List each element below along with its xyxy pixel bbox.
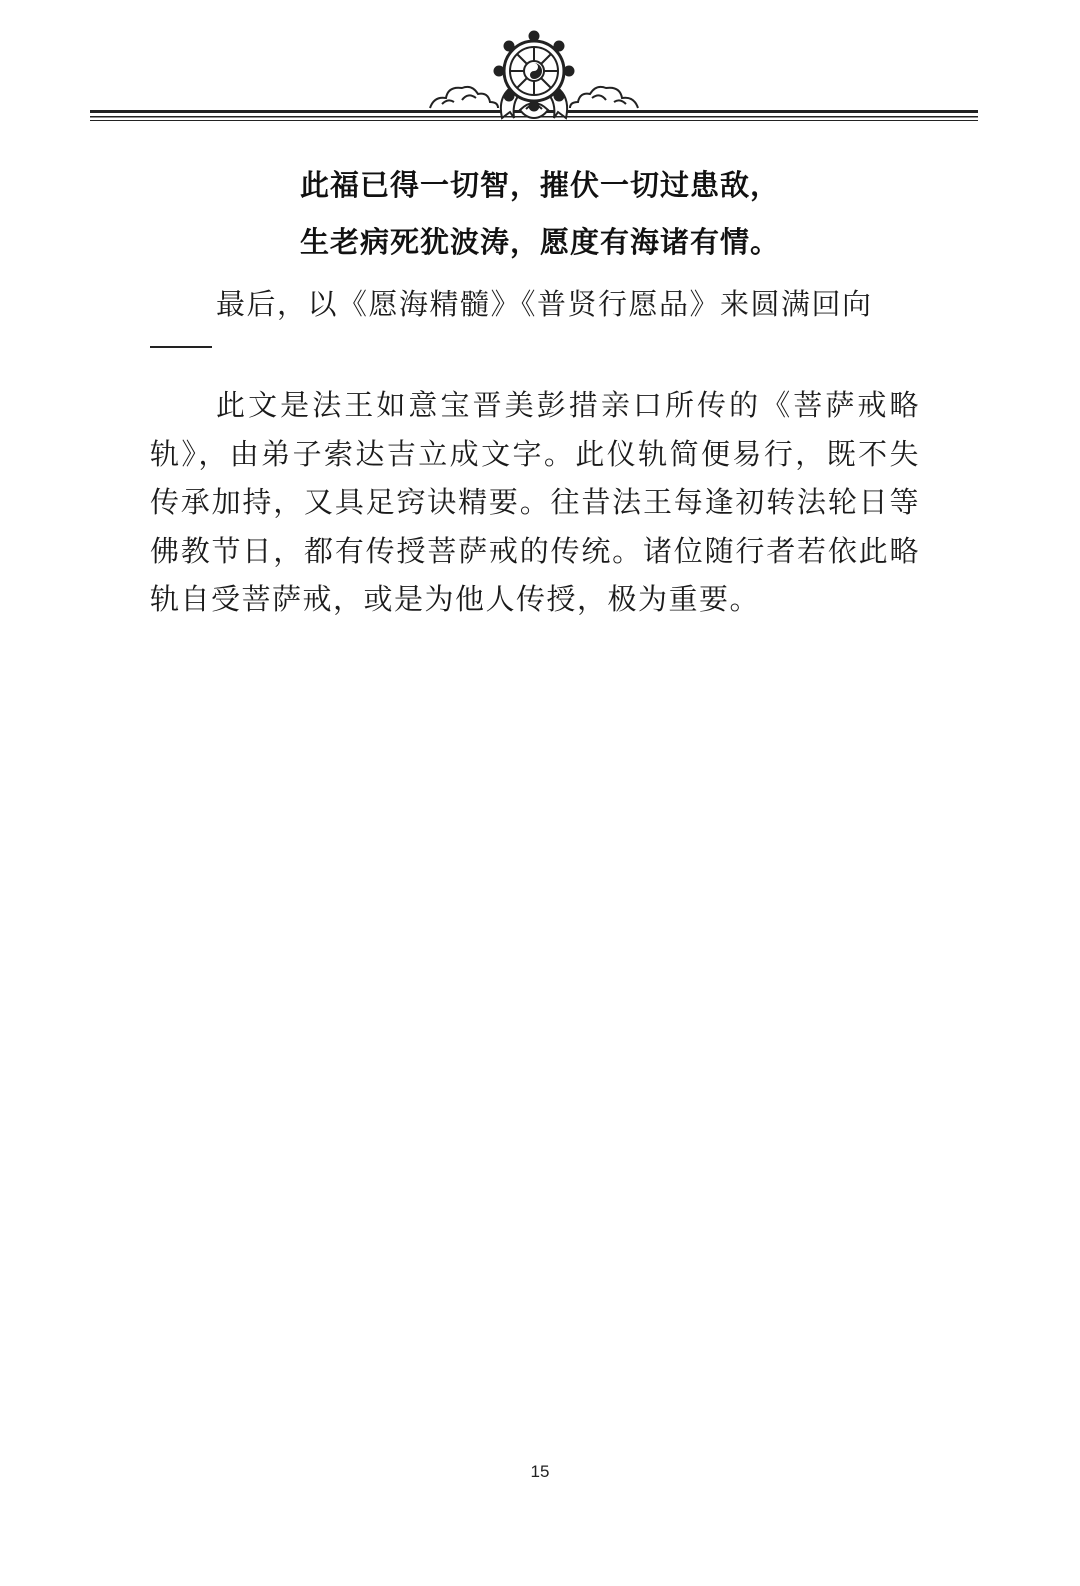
verse-line-2: 生老病死犹波涛，愿度有海诸有情。: [299, 225, 780, 259]
header-ornament: [90, 30, 978, 130]
dedication-paragraph: 最后，以《愿海精髓》《普贤行愿品》来圆满回向: [216, 287, 873, 321]
verse-line-1: 此福已得一切智，摧伏一切过患敌，: [299, 168, 780, 202]
dharma-wheel-icon: [90, 30, 978, 130]
dedication-dash: [150, 346, 212, 348]
colophon-paragraph: 此文是法王如意宝晋美彭措亲口所传的《菩萨戒略轨》，由弟子索达吉立成文字。此仪轨简便易行，既不失传承加持，又具足窍诀精要。往昔法王每逢初转法轮日等佛教节日，都有传授菩萨戒的传统。诸位随行者若依此略轨自受菩萨戒，或是为他人传授，极为重要。: [150, 388, 920, 616]
page-number: 15: [530, 1462, 550, 1481]
